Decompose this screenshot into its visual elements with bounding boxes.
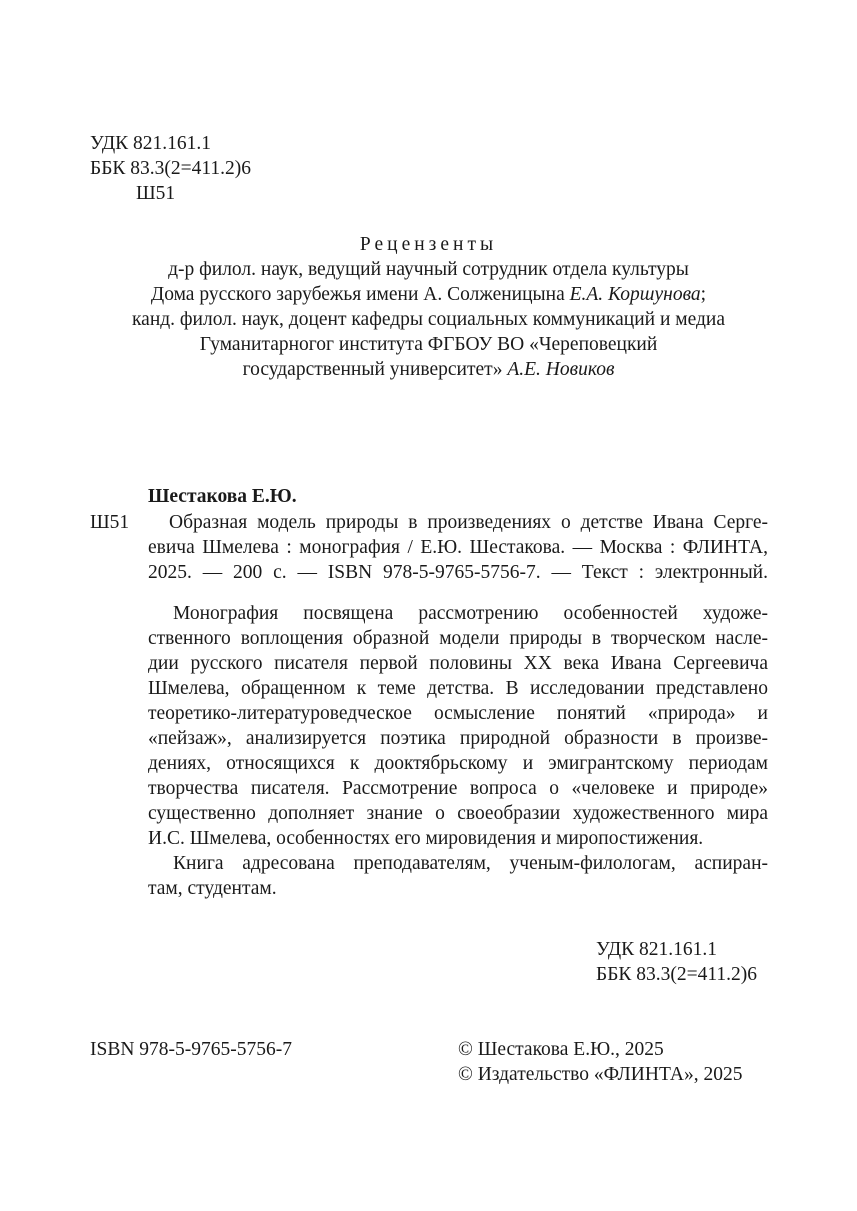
abstract-line: Шмелева, обращенном к теме детства. В исследовании представлено — [148, 678, 768, 699]
copyright-block — [458, 1037, 742, 1087]
record-description — [148, 510, 768, 585]
copyright-publisher: © Издательство «ФЛИНТА», 2025 — [458, 1064, 743, 1085]
bbk-code: ББК 83.3(2=411.2)6 — [90, 158, 252, 179]
record-author: Шестакова Е.Ю. — [148, 486, 297, 507]
abstract-line: дии русского писателя первой половины XX века Ивана Сергеевича — [148, 653, 768, 674]
reviewer-1-affiliation: Дома русского зарубежья имени А. Солженицына — [150, 284, 570, 305]
record-author-mark: Ш51 — [90, 512, 130, 533]
reviewer-2-name: А.Е. Новиков — [507, 359, 615, 380]
abstract-line: «пейзаж», анализируется поэтика природной образности в произве- — [148, 728, 768, 749]
copyright-author: © Шестакова Е.Ю., 2025 — [458, 1039, 664, 1060]
reviewer-1-line-1: д-р филол. наук, ведущий научный сотрудник отдела культуры — [168, 259, 689, 280]
udk-code: УДК 821.161.1 — [596, 939, 718, 960]
reviewer-2-line-2: Гуманитарногог института ФГБОУ ВО «Череповецкий — [199, 334, 658, 355]
record-line: Образная модель природы в произведениях о детстве Ивана Серге- — [169, 512, 768, 533]
record-line: 2025. — 200 с. — ISBN 978-5-9765-5756-7. — Текст : электронный. — [148, 562, 768, 583]
record-line: евича Шмелева : монография / Е.Ю. Шестакова. — Москва : ФЛИНТА, — [148, 537, 768, 558]
abstract-line: творчества писателя. Рассмотрение вопроса о «человеке и природе» — [148, 778, 768, 799]
abstract-line: дениях, относящихся к дооктябрьскому и эмигрантскому периодам — [148, 753, 768, 774]
reviewer-2-line-1: канд. филол. наук, доцент кафедры социальных коммуникаций и медиа — [131, 309, 726, 330]
abstract-line: ственного воплощения образной модели природы в творческом насле- — [148, 628, 768, 649]
udk-code: УДК 821.161.1 — [90, 133, 212, 154]
author-mark-code: Ш51 — [136, 183, 176, 204]
bottom-classification-block — [596, 937, 757, 987]
isbn: ISBN 978-5-9765-5756-7 — [90, 1039, 293, 1060]
abstract-line: И.С. Шмелева, особенностях его мировидения и миропостижения. — [148, 828, 704, 849]
abstract-line: Монография посвящена рассмотрению особенностей художе- — [173, 603, 768, 624]
abstract — [148, 601, 768, 901]
top-classification-block — [90, 131, 251, 206]
abstract-line: там, студентам. — [148, 878, 277, 899]
bbk-code: ББК 83.3(2=411.2)6 — [596, 964, 758, 985]
reviewers-block — [0, 232, 857, 382]
abstract-line: теоретико-литературоведческое осмысление понятий «природа» и — [148, 703, 768, 724]
reviewer-1-name: Е.А. Коршунова — [569, 284, 701, 305]
reviewer-2-line-3 — [0, 357, 857, 382]
abstract-line: существенно дополняет знание о своеобразии художественного мира — [148, 803, 768, 824]
reviewer-1-suffix: ; — [700, 284, 707, 305]
reviewers-heading: Рецензенты — [359, 234, 498, 255]
reviewer-1-line-2 — [0, 282, 857, 307]
reviewer-2-affiliation: государственный университет» — [242, 359, 508, 380]
abstract-line: Книга адресована преподавателям, ученым-филологам, аспиран- — [173, 853, 768, 874]
